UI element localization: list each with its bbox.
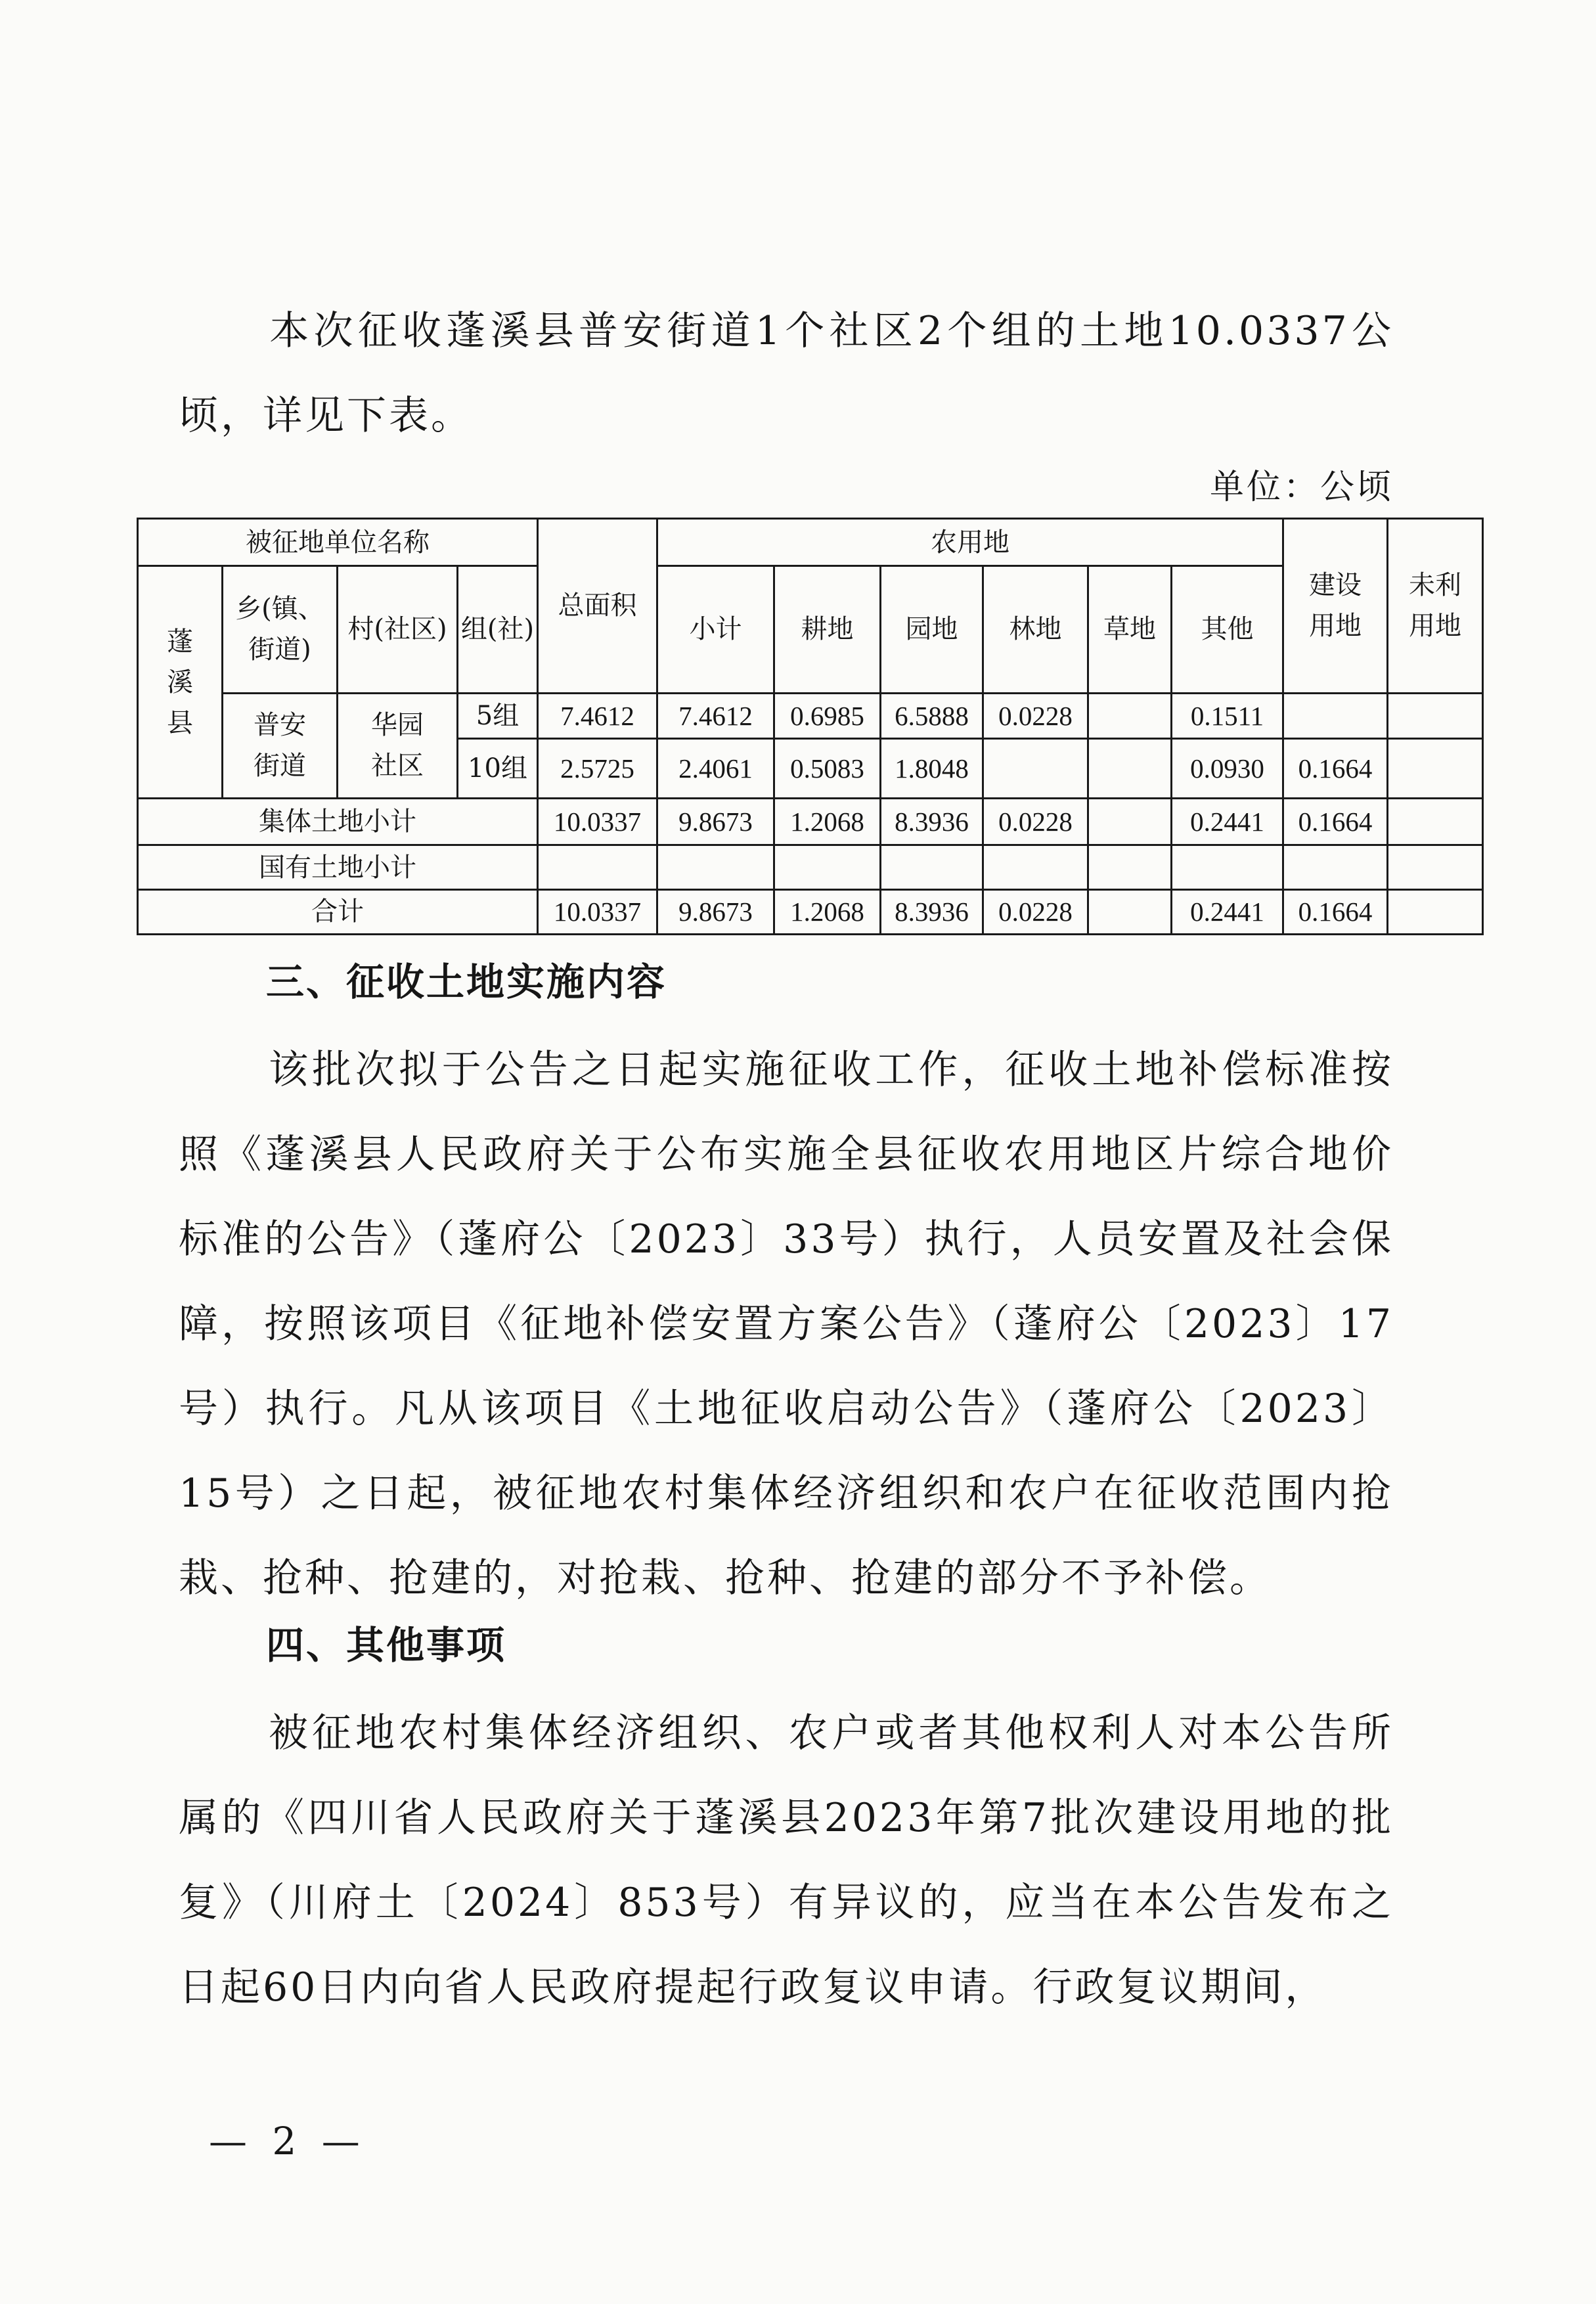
header-subtotal: 小计 — [657, 566, 774, 694]
section-3-heading: 三、征收土地实施内容 — [266, 960, 667, 1004]
section-4-paragraph — [179, 1691, 1394, 2030]
header-construction: 建设用地 — [1283, 519, 1388, 694]
unused-cell — [1388, 693, 1483, 738]
arable-cell — [774, 845, 881, 890]
table-header-row-1 — [138, 519, 1483, 566]
construction-cell — [1283, 845, 1388, 890]
header-group: 组(社) — [458, 566, 538, 694]
table-header-row-2 — [138, 566, 1483, 694]
table-row — [138, 693, 1483, 738]
forest-cell: 0.0228 — [983, 693, 1088, 738]
header-township: 乡(镇、街道) — [223, 566, 338, 694]
garden-cell: 6.5888 — [881, 693, 983, 738]
unused-cell — [1388, 738, 1483, 798]
collective-subtotal-row — [138, 799, 1483, 845]
garden-cell — [881, 845, 983, 890]
forest-cell: 0.0228 — [983, 799, 1088, 845]
grand-total-row — [138, 889, 1483, 934]
arable-cell: 1.2068 — [774, 889, 881, 934]
grand-label: 合计 — [138, 889, 538, 934]
header-total-area: 总面积 — [538, 519, 657, 694]
subtotal-cell — [657, 845, 774, 890]
header-other: 其他 — [1172, 566, 1283, 694]
total-cell: 2.5725 — [538, 738, 657, 798]
group-cell: 10组 — [458, 738, 538, 798]
page-number: — 2 — — [209, 2119, 366, 2163]
forest-cell: 0.0228 — [983, 889, 1088, 934]
header-unused: 未利用地 — [1388, 519, 1483, 694]
header-unit-name: 被征地单位名称 — [138, 519, 538, 566]
section-4-heading: 四、其他事项 — [266, 1623, 507, 1668]
garden-cell: 8.3936 — [881, 889, 983, 934]
unused-cell — [1388, 799, 1483, 845]
state-subtotal-row — [138, 845, 1483, 890]
arable-cell: 0.6985 — [774, 693, 881, 738]
garden-cell: 1.8048 — [881, 738, 983, 798]
subtotal-cell: 9.8673 — [657, 889, 774, 934]
forest-cell — [983, 738, 1088, 798]
state-label: 国有土地小计 — [138, 845, 538, 890]
header-agri: 农用地 — [657, 519, 1283, 566]
header-grass: 草地 — [1088, 566, 1172, 694]
arable-cell: 0.5083 — [774, 738, 881, 798]
grass-cell — [1088, 738, 1172, 798]
unused-cell — [1388, 845, 1483, 890]
intro-text: 本次征收蓬溪县普安街道1个社区2个组的土地10.0337公顷，详见下表。 — [179, 308, 1394, 439]
grass-cell — [1088, 845, 1172, 890]
unused-cell — [1388, 889, 1483, 934]
construction-cell: 0.1664 — [1283, 738, 1388, 798]
grass-cell — [1088, 693, 1172, 738]
section-3-paragraph — [179, 1028, 1394, 1621]
collective-label: 集体土地小计 — [138, 799, 538, 845]
other-cell: 0.0930 — [1172, 738, 1283, 798]
other-cell: 0.2441 — [1172, 799, 1283, 845]
header-arable: 耕地 — [774, 566, 881, 694]
grass-cell — [1088, 799, 1172, 845]
land-table — [137, 518, 1484, 935]
subtotal-cell: 2.4061 — [657, 738, 774, 798]
grass-cell — [1088, 889, 1172, 934]
header-forest: 林地 — [983, 566, 1088, 694]
section-4-text: 被征地农村集体经济组织、农户或者其他权利人对本公告所属的《四川省人民政府关于蓬溪县2023年第7批次建设用地的批复》（川府土〔2024〕853号）有异议的，应当在本公告发布之日起60日内向省人民政府提起行政复议申请。行政复议期间， — [179, 1710, 1394, 2010]
total-cell — [538, 845, 657, 890]
total-cell: 7.4612 — [538, 693, 657, 738]
total-cell: 10.0337 — [538, 889, 657, 934]
other-cell: 0.2441 — [1172, 889, 1283, 934]
construction-cell — [1283, 693, 1388, 738]
intro-paragraph — [179, 289, 1394, 458]
village-cell: 华园社区 — [338, 693, 458, 798]
subtotal-cell: 7.4612 — [657, 693, 774, 738]
forest-cell — [983, 845, 1088, 890]
other-cell — [1172, 845, 1283, 890]
county-cell: 蓬溪县 — [138, 566, 223, 799]
arable-cell: 1.2068 — [774, 799, 881, 845]
other-cell: 0.1511 — [1172, 693, 1283, 738]
construction-cell: 0.1664 — [1283, 799, 1388, 845]
group-cell: 5组 — [458, 693, 538, 738]
header-garden: 园地 — [881, 566, 983, 694]
section-3-text: 该批次拟于公告之日起实施征收工作，征收土地补偿标准按照《蓬溪县人民政府关于公布实施全县征收农用地区片综合地价标准的公告》（蓬府公〔2023〕33号）执行，人员安置及社会保障，按照该项目《征地补偿安置方案公告》（蓬府公〔2023〕17号）执行。凡从该项目《土地征收启动公告》（蓬府公〔2023〕15号）之日起，被征地农村集体经济组织和农户在征收范围内抢栽、抢种、抢建的，对抢栽、抢种、抢建的部分不予补偿。 — [179, 1047, 1394, 1601]
total-cell: 10.0337 — [538, 799, 657, 845]
header-village: 村(社区) — [338, 566, 458, 694]
garden-cell: 8.3936 — [881, 799, 983, 845]
subtotal-cell: 9.8673 — [657, 799, 774, 845]
table-unit-label: 单位：公顷 — [1209, 468, 1394, 507]
construction-cell: 0.1664 — [1283, 889, 1388, 934]
township-cell: 普安街道 — [223, 693, 338, 798]
